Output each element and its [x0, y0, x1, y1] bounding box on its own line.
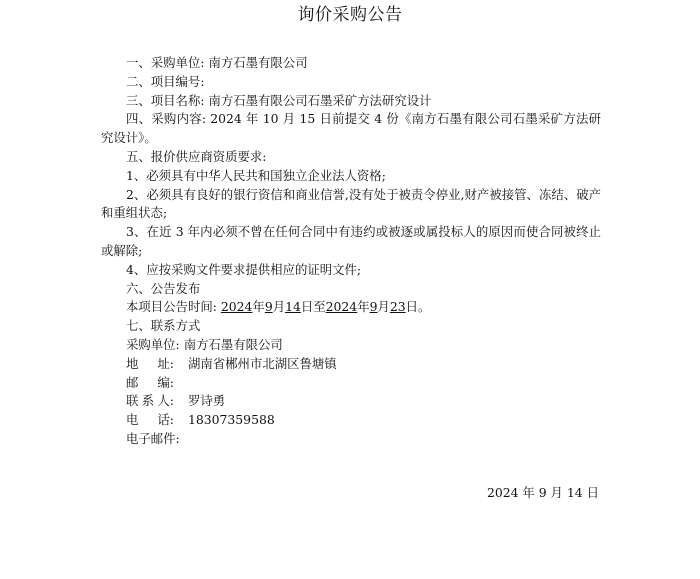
date-range-separator: 日至: [300, 299, 326, 315]
requirements-heading: 五、报价供应商资质要求:: [126, 148, 267, 164]
year-char: 年: [357, 299, 370, 315]
year-char: 年: [252, 299, 265, 315]
phone-label: [126, 411, 188, 430]
contact-person-label: [126, 392, 188, 411]
requirement-1: 1、必须具有中华人民共和国独立企业法人资格;: [126, 167, 386, 183]
publish-period-line: [101, 298, 601, 317]
project-name-line: [101, 92, 601, 111]
contact-unit-label: 采购单位:: [126, 336, 180, 352]
publish-period-label: 本项目公告时间:: [126, 299, 217, 315]
address-label-char: 址:: [157, 355, 174, 371]
project-code-line: [101, 73, 601, 92]
contact-heading: 七、联系方式: [126, 318, 201, 334]
contact-person-label-char: 人:: [157, 393, 174, 409]
email-line: [101, 430, 601, 449]
requirement-4: 4、应按采购文件要求提供相应的证明文件;: [126, 261, 362, 277]
publish-end-year: 2024: [325, 299, 358, 315]
purchase-unit-value: 南方石墨有限公司: [208, 55, 308, 70]
project-name-value: 南方石墨有限公司石墨采矿方法研究设计: [208, 92, 432, 108]
phone-label-char: 电: [126, 412, 139, 428]
publish-start-month: 9: [264, 299, 273, 315]
contact-person-label-char: 系: [141, 393, 155, 409]
purchase-unit-label: 一、采购单位:: [126, 55, 205, 70]
month-char: 月: [377, 299, 390, 315]
phone-value: 18307359588: [188, 412, 275, 428]
page-title: 询价采购公告: [297, 5, 403, 25]
signature-date: 2024 年 9 月 14 日: [486, 485, 599, 500]
postcode-label: [126, 374, 188, 393]
address-line: [101, 355, 601, 374]
contact-person-line: [101, 392, 601, 411]
month-char: 月: [272, 299, 286, 315]
requirement-2: 2、必须具有良好的银行资信和商业信誉,没有处于被责令停业,财产被接管、冻结、破产和重组状态;: [101, 186, 601, 221]
contact-person-value: 罗诗勇: [188, 393, 226, 409]
address-value: 湖南省郴州市北湖区鲁塘镇: [188, 355, 337, 371]
project-name-label: 三、项目名称:: [126, 92, 205, 108]
postcode-line: [101, 374, 601, 393]
postcode-label-char: 邮: [126, 374, 139, 390]
project-code-label: 二、项目编号:: [126, 73, 205, 89]
email-label: 电子邮件:: [126, 430, 180, 446]
contact-unit-line: [101, 336, 601, 355]
publish-heading: 六、公告发布: [126, 280, 201, 296]
requirement-3: 3、在近 3 年内必须不曾在任何合同中有违约或被逐或属投标人的原因而使合同被终止或解除;: [101, 224, 601, 258]
purchase-content-paragraph: 四、采购内容: 2024 年 10 月 15 日前提交 4 份《南方石墨有限公司石墨采矿方法研究设计》。: [101, 111, 601, 146]
publish-end-day: 23: [389, 299, 406, 315]
publish-end-month: 9: [369, 299, 378, 315]
publish-start-day: 14: [285, 299, 301, 315]
phone-line: [101, 411, 601, 430]
postcode-label-char: 编:: [157, 374, 174, 390]
publish-start-year: 2024: [220, 299, 253, 315]
contact-person-label-char: 联: [126, 393, 139, 409]
address-label-char: 地: [126, 355, 139, 371]
contact-unit-value: 南方石墨有限公司: [183, 336, 283, 352]
purchase-unit-line: [101, 54, 601, 73]
date-end-char: 日。: [405, 299, 431, 315]
address-label: [126, 355, 188, 374]
announcement-body: [101, 54, 601, 449]
phone-label-char: 话:: [157, 412, 174, 428]
